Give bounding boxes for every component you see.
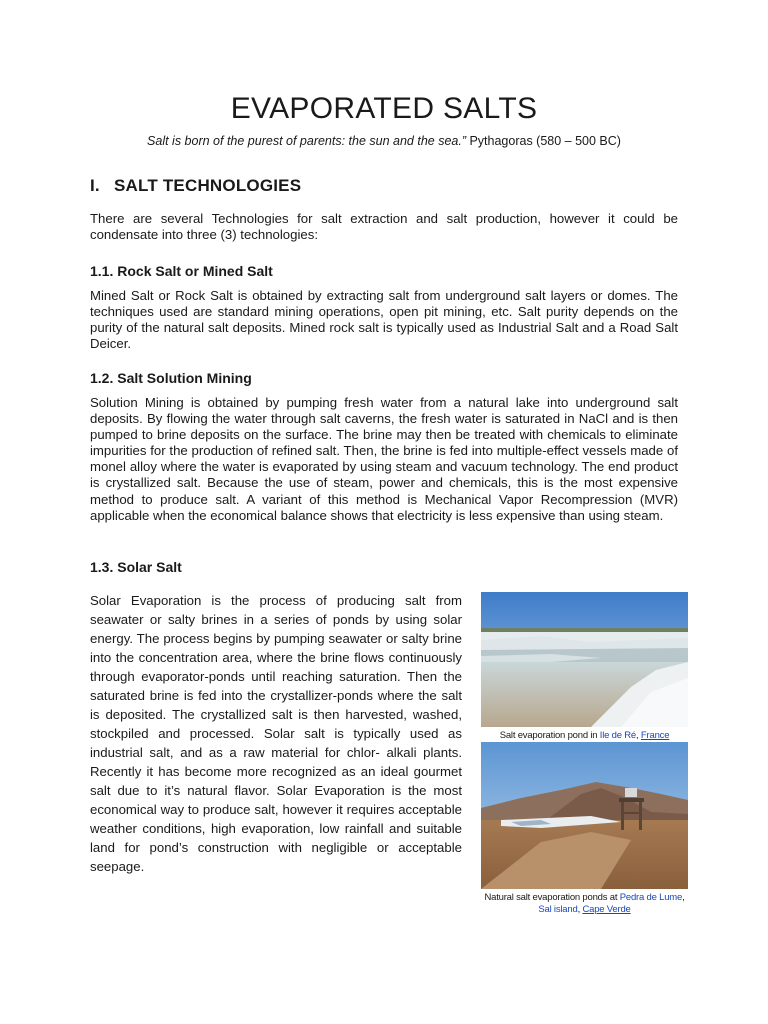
subsection-body-solar-salt: Solar Evaporation is the process of producing salt from seawater or salty brines in a series of ponds by using solar energy. The process begins by pumping seawater or salty brine into the concentration area, where the brine flows continuously through evaporator-ponds until reaching saturation. Then the saturated brine is fed into the crystallizer-ponds where the salt is deposited. The crystallized salt is then harvested, washed, stockpiled and processed. Solar salt is typically used as industrial salt, and as a raw material for chlor- alkali plants. Recently it has become more recognized as an ideal gourmet salt due to it’s natural flavor. Solar Evaporation is the most economical way to produce salt, however it requires acceptable weather conditions, high evaporation, low rainfall and suitable land for pond’s construction with negligible or acceptable seepage.	[90, 593, 462, 874]
link-ile-de-re[interactable]: Ile de Ré	[599, 730, 637, 741]
subsection-heading-solution-mining: 1.2. Salt Solution Mining	[90, 370, 252, 386]
caption-separator: ,	[636, 730, 641, 741]
caption-text: Salt evaporation pond in	[499, 730, 600, 741]
link-cape-verde[interactable]: Cape Verde	[582, 904, 631, 915]
quote-text: Salt is born of the purest of parents: the sun and the sea.”	[147, 134, 466, 148]
section-number: I.	[90, 176, 100, 195]
salt-pond-photo	[481, 592, 688, 727]
subsection-body-rock-salt: Mined Salt or Rock Salt is obtained by extracting salt from underground salt layers or domes. The techniques used are standard mining operations, open pit mining, etc. Salt purity depends on the purity of the natural salt deposits. Mined rock salt is typically used as Industrial Salt and a Road Salt Deicer.	[90, 288, 678, 352]
document-title: EVAPORATED SALTS	[230, 92, 538, 125]
figure-caption-salt-pond	[481, 730, 688, 742]
subsection-body-solution-mining: Solution Mining is obtained by pumping fresh water from a natural lake into underground salt deposits. By flowing the water through salt caverns, the fresh water is saturated in NaCl and is then pumped to brine deposits on the surface. The brine may then be treated with chemicals to eliminate impurities for the production of refined salt. Then, the brine is fed into multiple-effect vessels made of monel alloy where the water is evaporated by using steam and vacuum technology. The end product is crystallized salt. Because the use of steam, power and chemicals, this is the most expensive method to produce salt. A variant of this method is Mechanical Vapor Recompression (MVR) applicable when the economical balance shows that electricity is less expensive than using steam.	[90, 395, 678, 523]
pedra-de-lume-image	[481, 742, 688, 889]
pedra-de-lume-photo	[481, 742, 688, 889]
figure-caption-pedra-de-lume	[481, 892, 688, 916]
quote-author: Pythagoras (580 – 500 BC)	[466, 134, 621, 148]
caption-separator: ,	[682, 892, 685, 903]
epigraph-quote	[0, 134, 768, 148]
link-sal-island[interactable]: Sal island	[538, 904, 578, 915]
salt-pond-image	[481, 592, 688, 727]
caption-separator: ,	[577, 904, 583, 915]
subsection-heading-rock-salt: 1.1. Rock Salt or Mined Salt	[90, 263, 273, 279]
section-heading	[90, 176, 301, 196]
link-pedra-de-lume[interactable]: Pedra de Lume	[619, 892, 683, 903]
section-title: SALT TECHNOLOGIES	[114, 176, 302, 195]
section-intro: There are several Technologies for salt extraction and salt production, however it could be condensate into three (3) technologies:	[90, 211, 678, 243]
caption-text: Natural salt evaporation ponds at	[484, 892, 620, 903]
link-france[interactable]: France	[640, 730, 670, 741]
subsection-heading-solar-salt: 1.3. Solar Salt	[90, 559, 182, 575]
